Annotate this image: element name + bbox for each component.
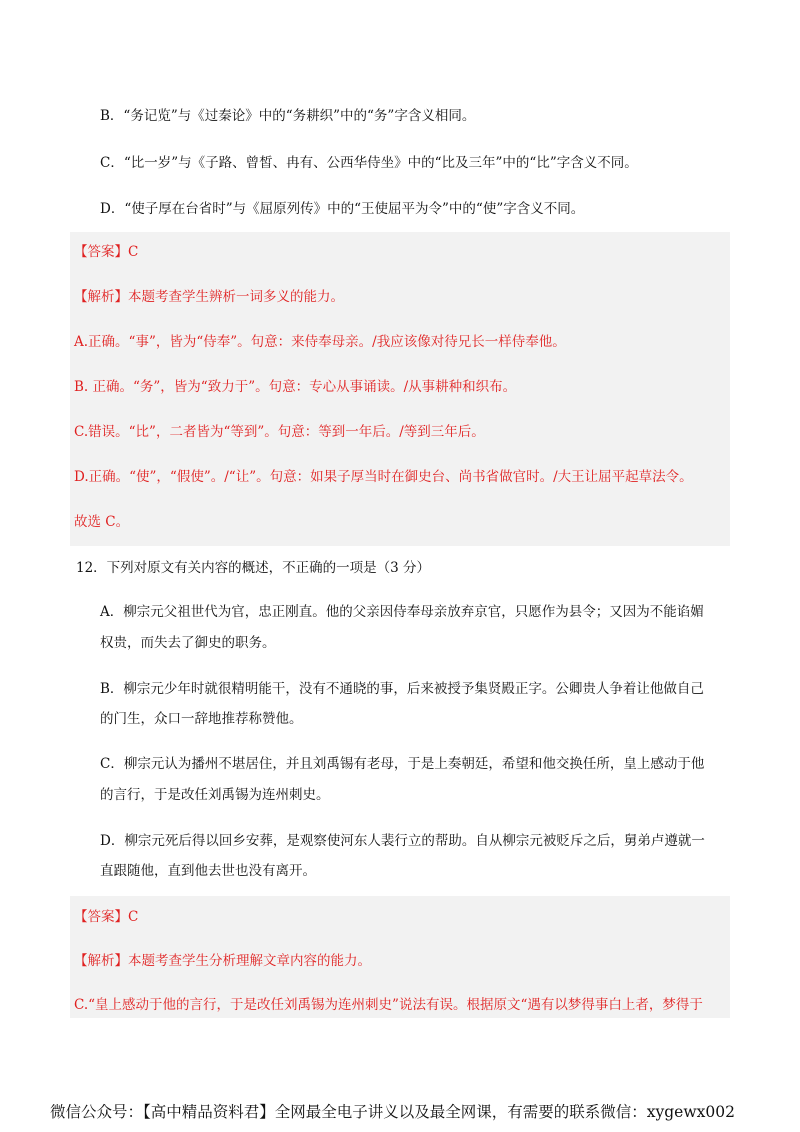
analysis-c-2: C.“皇上感动于他的言行，于是改任刘禹锡为连州刺史”说法有误。根据原文“遇有以梦得事白上者，梦得于	[74, 997, 703, 1013]
answer-label-2: 【答案】C	[74, 909, 139, 925]
analysis-c: C.错误。“比”，二者皆为“等到”。句意：等到一年后。/等到三年后。	[74, 424, 485, 440]
q12-option-d-line1: D．柳宗元死后得以回乡安葬，是观察使河东人裴行立的帮助。自从柳宗元被贬斥之后，舅弟卢遵就一	[100, 833, 705, 849]
analysis-a: A.正确。“事”，皆为“侍奉”。句意：来侍奉母亲。/我应该像对待兄长一样侍奉他。	[74, 334, 566, 350]
q12-option-a-line2: 权贵，而失去了御史的职务。	[100, 635, 276, 651]
question-12-stem: 12．下列对原文有关内容的概述，不正确的一项是（3 分）	[76, 560, 431, 576]
answer-block-2	[70, 896, 730, 1018]
option-b-text: B．“务记览”与《过秦论》中的“务耕织”中的“务”字含义相同。	[100, 108, 476, 124]
q12-option-c-line2: 的言行，于是改任刘禹锡为连州刺史。	[100, 787, 330, 803]
answer-block-1	[70, 232, 730, 546]
analysis-d: D.正确。“使”，“假使”。/“让”。句意：如果子厚当时在御史台、尚书省做官时。/大王让屈平起草法令。	[74, 469, 693, 485]
option-c-text: C．“比一岁”与《子路、曾皙、冉有、公西华侍坐》中的“比及三年”中的“比”字含义不同。	[100, 155, 638, 171]
answer-label: 【答案】C	[74, 244, 139, 260]
q12-option-b-line2: 的门生，众口一辞地推荐称赞他。	[100, 711, 303, 727]
analysis-conclusion: 故选 C。	[74, 514, 130, 530]
q12-option-d-line2: 直跟随他，直到他去世也没有离开。	[100, 863, 316, 879]
footer-wechat-notice: 微信公众号：【高中精品资料君】全网最全电子讲义以及最全网课，有需要的联系微信：xygewx002	[50, 1103, 735, 1121]
option-d-text: D．“使子厚在台省时”与《屈原列传》中的“王使屈平为令”中的“使”字含义不同。	[100, 201, 585, 217]
q12-option-c-line1: C．柳宗元认为播州不堪居住，并且刘禹锡有老母，于是上奏朝廷，希望和他交换任所，皇上感动于他	[100, 756, 705, 772]
q12-option-b-line1: B．柳宗元少年时就很精明能干，没有不通晓的事，后来被授予集贤殿正字。公卿贵人争着让他做自己	[100, 681, 704, 697]
analysis-intro-2: 【解析】本题考查学生分析理解文章内容的能力。	[74, 953, 371, 969]
analysis-intro: 【解析】本题考查学生辨析一词多义的能力。	[74, 289, 344, 305]
q12-option-a-line1: A．柳宗元父祖世代为官，忠正刚直。他的父亲因侍奉母亲放弃京官，只愿作为县令；又因为不能谄媚	[100, 604, 704, 620]
analysis-b: B. 正确。“务”，皆为“致力于”。句意：专心从事诵读。/从事耕种和织布。	[74, 379, 517, 395]
